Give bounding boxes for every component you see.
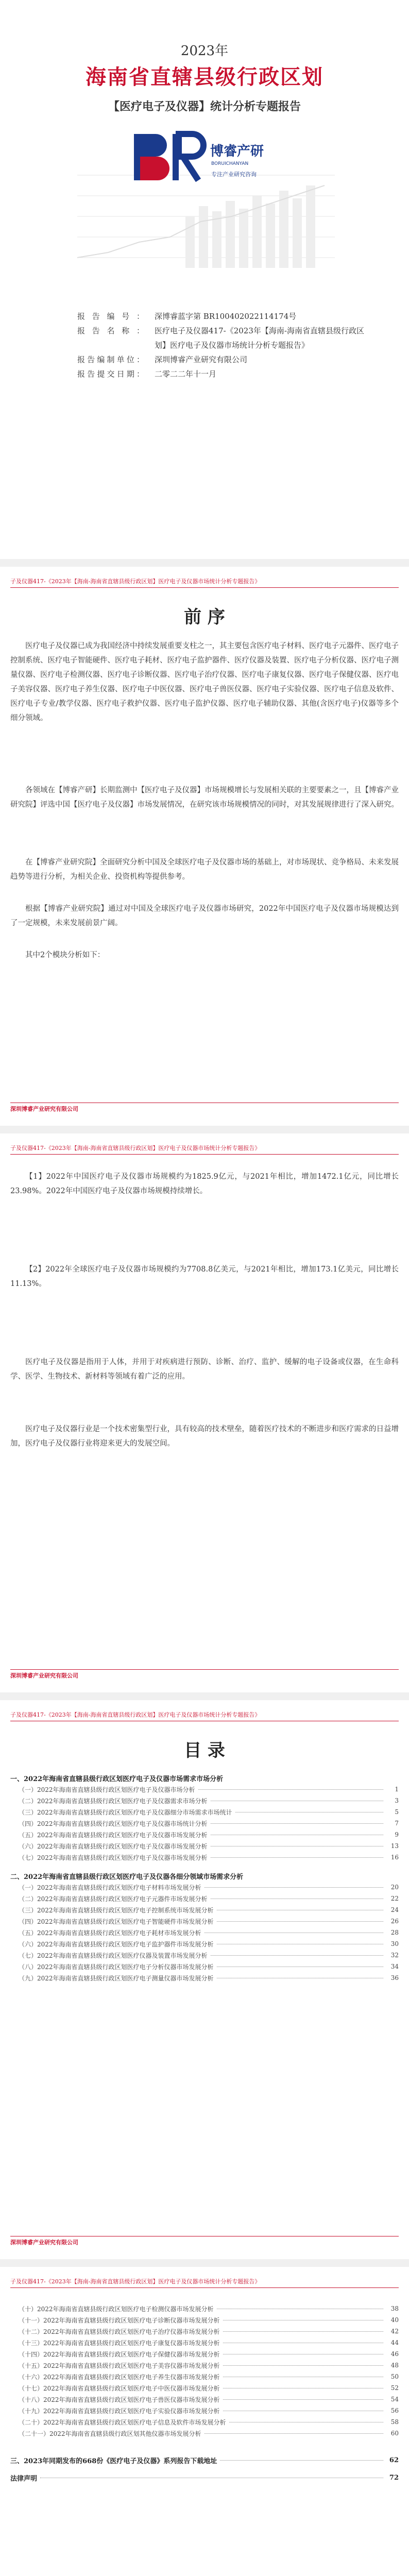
page-footer: 深圳博睿产业研究有限公司 (10, 2236, 399, 2247)
meta-row: 报告名称： 医疗电子及仪器417-《2023年【海南-海南省直辖县级行政区划】医疗电子及仪器市场统计分析专题报告》 (77, 326, 364, 350)
toc-item[interactable]: （十四）2022年海南省直辖县级行政区划医疗电子保健仪器市场发展分析 46 (19, 2350, 399, 2358)
toc-title: 目 录 (184, 1740, 225, 1761)
svg-text:博睿产研: 博睿产研 (210, 144, 264, 159)
toc-item[interactable]: （五）2022年海南省直辖县级行政区划医疗电子耗材市场发展分析 28 (19, 1929, 399, 1937)
svg-text:专注产业研究咨询: 专注产业研究咨询 (211, 171, 257, 178)
report-meta (77, 309, 366, 381)
meta-row: 报告提交日期： 二零二二年十一月 (77, 369, 217, 379)
page-header: 子及仪器417-《2023年【海南-海南省直辖县级行政区划】医疗电子及仪器市场统计分析专题报告》 (10, 1144, 399, 1155)
page-gap (0, 1126, 409, 1133)
summary-paragraph: 【1】2022年中国医疗电子及仪器市场规模约为1825.9亿元，与2021年相比，增加1472.1亿元，同比增长23.98%。2022年中国医疗电子及仪器市场规模持续增长。 (10, 1173, 399, 1195)
preface-title: 前 序 (184, 607, 225, 628)
page-footer: 深圳博睿产业研究有限公司 (10, 1669, 399, 1681)
toc-item[interactable]: （一）2022年海南省直辖县级行政区划医疗电子材料市场发展分析 20 (19, 1884, 399, 1891)
svg-text:BORUICHANYAN: BORUICHANYAN (211, 161, 249, 166)
toc-item[interactable]: （二）2022年海南省直辖县级行政区划医疗电子及仪器需求市场分析 3 (19, 1797, 399, 1805)
toc-item[interactable]: （十八）2022年海南省直辖县级行政区划医疗电子兽医仪器市场发展分析 54 (19, 2396, 399, 2403)
meta-row: 报告编号： 深博睿蓝字第 BR100402022114174号 (77, 312, 297, 321)
boruichanyan-logo (118, 124, 294, 196)
toc-item[interactable]: （十六）2022年海南省直辖县级行政区划医疗电子养生仪器市场发展分析 50 (19, 2373, 399, 2381)
toc-item[interactable]: （四）2022年海南省直辖县级行政区划医疗电子智能硬件市场发展分析 26 (19, 1918, 399, 1925)
toc-chapter[interactable]: 法律声明 72 (10, 2473, 399, 2483)
page-footer: 深圳博睿产业研究有限公司 (10, 1103, 399, 1114)
toc-item[interactable]: （十九）2022年海南省直辖县级行政区划医疗电子实验仪器市场发展分析 56 (19, 2407, 399, 2415)
toc-chapter[interactable]: 二、2022年海南省直辖县级行政区划医疗电子及仪器各细分领域市场需求分析 (10, 1873, 244, 1881)
toc-item[interactable]: （十二）2022年海南省直辖县级行政区划医疗电子治疗仪器市场发展分析 42 (19, 2328, 399, 2335)
preface-paragraph: 医疗电子及仪器已成为我国经济中持续发展重要支柱之一，其主要包含医疗电子材料、医疗电子元器件、医疗电子控制系统、医疗电子智能硬件、医疗电子耗材、医疗电子监护器件、医疗仪器及装置、医疗电子分析仪器、医疗电子测量仪器、医疗电子检测仪器、医疗电子诊断仪器、医疗电子治疗仪器、医疗电子康复仪器、医疗电子保健仪器、医疗电子美容仪器、医疗电子养生仪器、医疗电子中医仪器、医疗电子兽医仪器、医疗电子实验仪器、医疗电子信息及软件、医疗电子专业/教学仪器、医疗电子救护仪器、医疗电子监护仪器、医疗电子辅助仪器、其他(含医疗电子)仪器等多个细分领域。 (10, 642, 399, 722)
toc-item[interactable]: （十三）2022年海南省直辖县级行政区划医疗电子康复仪器市场发展分析 44 (19, 2339, 399, 2347)
preface-paragraph: 各领域在【博睿产研】长期监测中【医疗电子及仪器】市场规模增长与发展相关联的主要要素之一，且【博睿产业研究院】评选中国【医疗电子及仪器】市场发展情况，在研究该市场规模情况的同时，对其发展规律进行了深入研究。 (10, 786, 399, 809)
toc-page (0, 1700, 409, 2259)
meta-row: 报告编制单位： 深圳博睿产业研究有限公司 (77, 355, 248, 364)
toc-item[interactable]: （十五）2022年海南省直辖县级行政区划医疗电子美容仪器市场发展分析 48 (19, 2362, 399, 2369)
toc-item[interactable]: （七）2022年海南省直辖县级行政区划医疗电子及仪器市场发展分析 16 (19, 1854, 399, 1861)
page-header: 子及仪器417-《2023年【海南-海南省直辖县级行政区划】医疗电子及仪器市场统计分析专题报告》 (10, 2277, 399, 2288)
preface-paragraph: 在【博睿产业研究院】全面研究分析中国及全球医疗电子及仪器市场的基础上，对市场现状、竞争格局、未来发展趋势等进行分析，为相关企业、投资机构等提供参考。 (10, 858, 399, 881)
toc-item[interactable]: （六）2022年海南省直辖县级行政区划医疗电子监护器件市场发展分析 30 (19, 1940, 399, 1948)
summary-paragraph: 医疗电子及仪器行业是一个技术密集型行业，具有较高的技术壁垒，随着医疗技术的不断进步和医疗需求的日益增加，医疗电子及仪器行业将迎来更大的发展空间。 (10, 1425, 399, 1448)
toc-item[interactable]: （八）2022年海南省直辖县级行政区划医疗电子分析仪器市场发展分析 34 (19, 1963, 399, 1971)
toc-chapter[interactable]: 一、2022年海南省直辖县级行政区划医疗电子及仪器市场需求市场分析 (10, 1775, 224, 1783)
toc-list (10, 1772, 399, 1984)
cover-page (0, 0, 409, 559)
preface-page (0, 567, 409, 1126)
toc-item[interactable]: （二十）2022年海南省直辖县级行政区划医疗电子信息及软件市场发展分析 58 (19, 2418, 399, 2426)
cover-subtitle: 【医疗电子及仪器】统计分析专题报告 (108, 100, 301, 113)
toc-item[interactable]: （三）2022年海南省直辖县级行政区划医疗电子及仪器细分市场需求市场统计 5 (19, 1808, 399, 1816)
preface-paragraph: 根据【博睿产业研究院】通过对中国及全球医疗电子及仪器市场研究，2022年中国医疗电子及仪器市场规模达到了一定规模，未来发展前景广阔。 (10, 905, 399, 927)
toc-item[interactable]: （一）2022年海南省直辖县级行政区划医疗电子及仪器市场分析 1 (19, 1786, 399, 1793)
toc-item[interactable]: （九）2022年海南省直辖县级行政区划医疗电子测量仪器市场发展分析 36 (19, 1974, 399, 1982)
page-gap (0, 2259, 409, 2267)
summary-paragraph: 【2】2022年全球医疗电子及仪器市场规模约为7708.8亿美元，与2021年相比，增加173.1亿美元，同比增长11.13%。 (10, 1265, 399, 1288)
toc-item[interactable]: （七）2022年海南省直辖县级行政区划医疗仪器及装置市场发展分析 32 (19, 1952, 399, 1959)
page-header: 子及仪器417-《2023年【海南-海南省直辖县级行政区划】医疗电子及仪器市场统计分析专题报告》 (10, 1710, 399, 1721)
summary-page (0, 1133, 409, 1692)
toc-item[interactable]: （三）2022年海南省直辖县级行政区划医疗电子控制系统市场发展分析 24 (19, 1906, 399, 1914)
page-gap (0, 559, 409, 567)
summary-paragraph: 医疗电子及仪器是指用于人体，并用于对疾病进行预防、诊断、治疗、监护、缓解的电子设备或仪器，在生命科学、医学、生物技术、新材料等领域有着广泛的应用。 (10, 1358, 399, 1381)
cover-title: 海南省直辖县级行政区划 (86, 65, 323, 89)
toc-item[interactable]: （五）2022年海南省直辖县级行政区划医疗电子及仪器市场发展分析 9 (19, 1831, 399, 1839)
toc-item[interactable]: （六）2022年海南省直辖县级行政区划医疗电子及仪器市场发展分析 13 (19, 1842, 399, 1850)
toc-list (10, 2303, 399, 2483)
toc-item[interactable]: （十）2022年海南省直辖县级行政区划医疗电子检测仪器市场发展分析 38 (19, 2305, 399, 2313)
toc-chapter[interactable]: 三、2023年同期发布的668份《医疗电子及仪器》系列报告下载地址 62 (10, 2456, 399, 2465)
cover-year: 2023年 (180, 43, 229, 59)
toc-item[interactable]: （十七）2022年海南省直辖县级行政区划医疗电子中医仪器市场发展分析 52 (19, 2384, 399, 2392)
toc-item[interactable]: （二）2022年海南省直辖县级行政区划医疗电子元器件市场发展分析 22 (19, 1895, 399, 1903)
toc-item[interactable]: （二十一）2022年海南省直辖县级行政区划其他仪器市场发展分析 60 (19, 2430, 399, 2437)
page-gap (0, 1692, 409, 1700)
preface-paragraph: 其中2个模块分析如下： (25, 951, 105, 959)
toc-item[interactable]: （十一）2022年海南省直辖县级行政区划医疗电子诊断仪器市场发展分析 40 (19, 2316, 399, 2324)
toc-page-continued (0, 2267, 409, 2576)
page-header: 子及仪器417-《2023年【海南-海南省直辖县级行政区划】医疗电子及仪器市场统计分析专题报告》 (10, 577, 399, 588)
toc-item[interactable]: （四）2022年海南省直辖县级行政区划医疗电子及仪器市场统计分析 7 (19, 1820, 399, 1827)
